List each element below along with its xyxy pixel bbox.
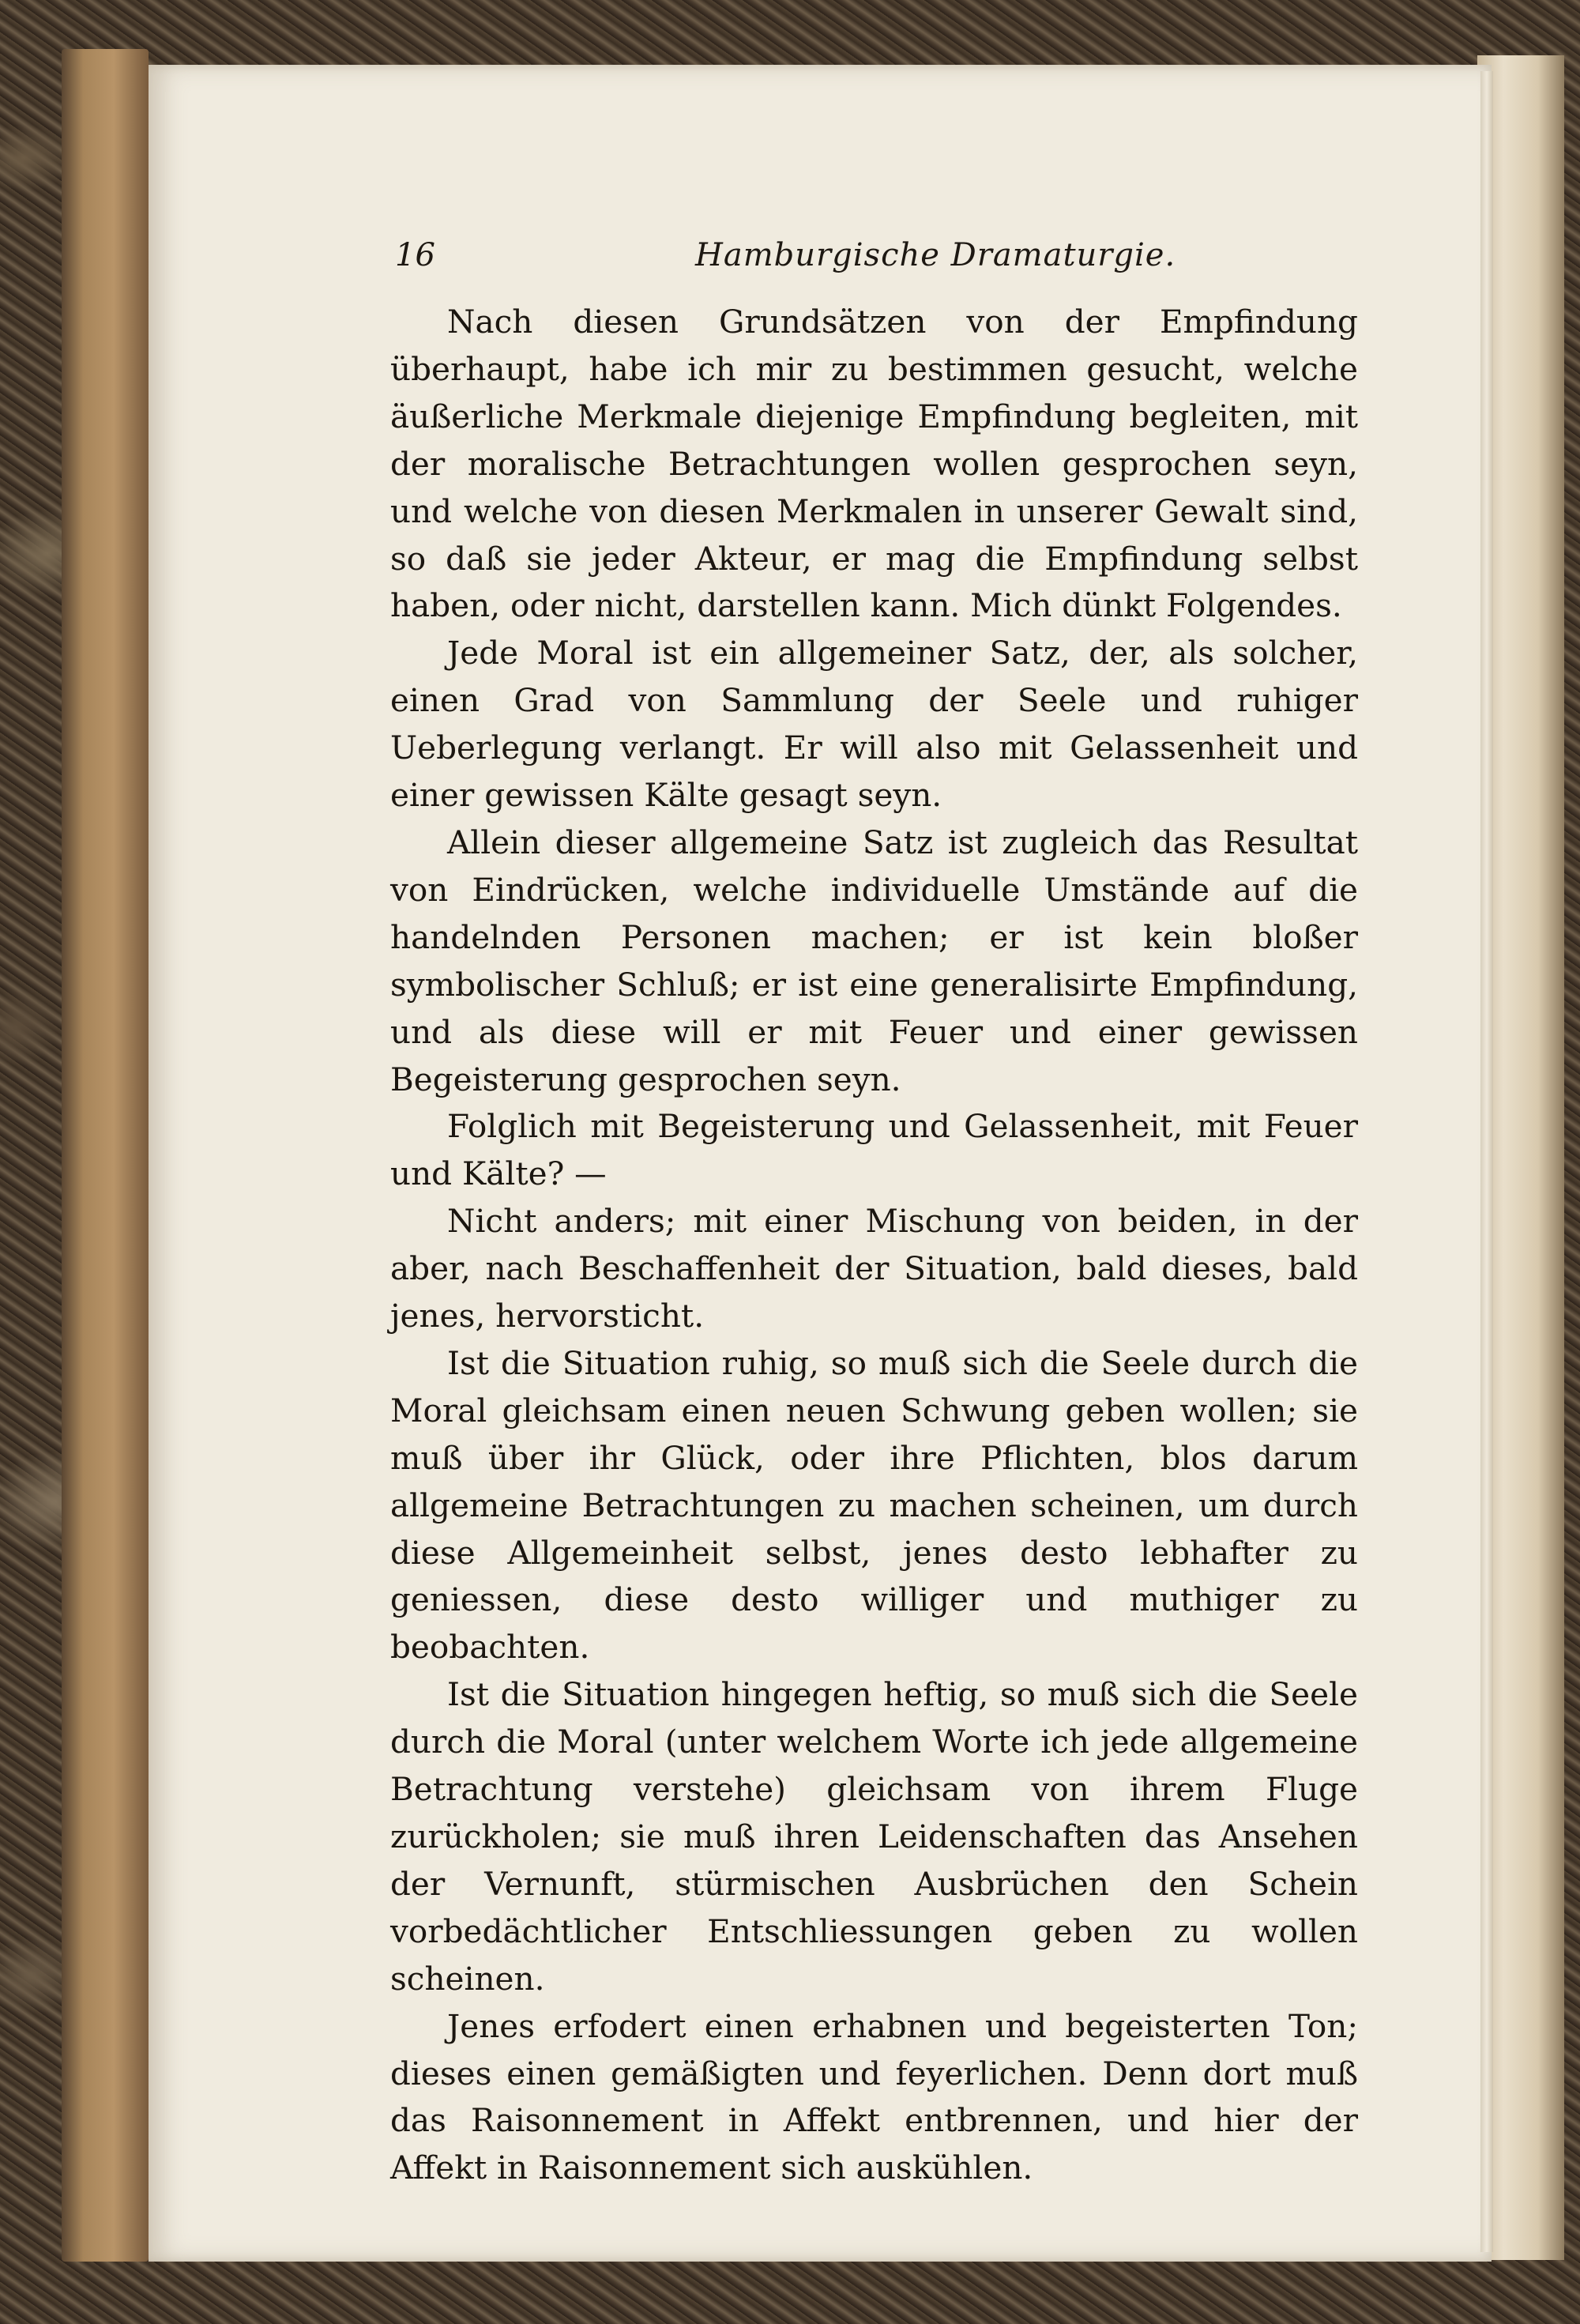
book-spine-edge: [62, 49, 149, 2262]
page-gutter-shadow: [1480, 71, 1493, 2252]
page-header: [395, 237, 1359, 277]
running-title: Hamburgische Dramaturgie.: [695, 237, 1176, 273]
paragraph: Ist die Situation ruhig, so muß sich die Seele durch die Moral gleichsam einen neuen Schwung geben wollen; sie muß über ihr Glück, oder ihre Pflichten, blos darum allgemeine Betrachtungen zu machen scheinen, um durch diese Allgemeinheit selbst, jenes desto lebhafter zu geniessen, diese desto williger und muthiger zu beobachten.: [390, 1343, 1358, 1667]
paragraph: Ist die Situation hingegen heftig, so muß sich die Seele durch die Moral (unter welchem Worte ich jede allgemeine Betrachtung verstehe) gleichsam von ihrem Fluge zurückholen; sie muß ihren Leidenschaften das Ansehen der Vernunft, stürmischen Ausbrüchen den Schein vorbedächtlicher Entschliessungen geben zu wollen scheinen.: [390, 1675, 1358, 1998]
paragraph: Allein dieser allgemeine Satz ist zugleich das Resultat von Eindrücken, welche individuelle Umstände auf die handelnden Personen machen; er ist kein bloßer symbolischer Schluß; er ist eine generalisirte Empfindung, und als diese will er mit Feuer und einer gewissen Begeisterung gesprochen seyn.: [390, 823, 1358, 1098]
paragraph: Jede Moral ist ein allgemeiner Satz, der, als solcher, einen Grad von Sammlung der Seele und ruhiger Ueberlegung verlangt. Er will also mit Gelassenheit und einer gewissen Kälte gesagt seyn.: [390, 634, 1358, 815]
body-text: [390, 299, 1358, 2192]
paragraph: Jenes erfodert einen erhabnen und begeisterten Ton; dieses einen gemäßigten und feyerlichen. Denn dort muß das Raisonnement in Affekt entbrennen, und hier der Affekt in Raisonnement sich auskühlen.: [390, 2006, 1358, 2187]
paragraph: Nach diesen Grundsätzen von der Empfindung überhaupt, habe ich mir zu bestimmen gesucht, welche äußerliche Merkmale diejenige Empfindung begleiten, mit der moralische Betrachtungen wollen gesprochen seyn, und welche von diesen Merkmalen in unserer Gewalt sind, so daß sie jeder Akteur, er mag die Empfindung selbst haben, oder nicht, darstellen kann. Mich dünkt Folgendes.: [390, 303, 1358, 625]
page-number: 16: [395, 237, 435, 273]
paragraph: Folglich mit Begeisterung und Gelassenheit, mit Feuer und Kälte? —: [390, 1107, 1358, 1193]
paragraph: Nicht anders; mit einer Mischung von beiden, in der aber, nach Beschaffenheit der Situation, bald dieses, bald jenes, hervorsticht.: [390, 1202, 1358, 1335]
